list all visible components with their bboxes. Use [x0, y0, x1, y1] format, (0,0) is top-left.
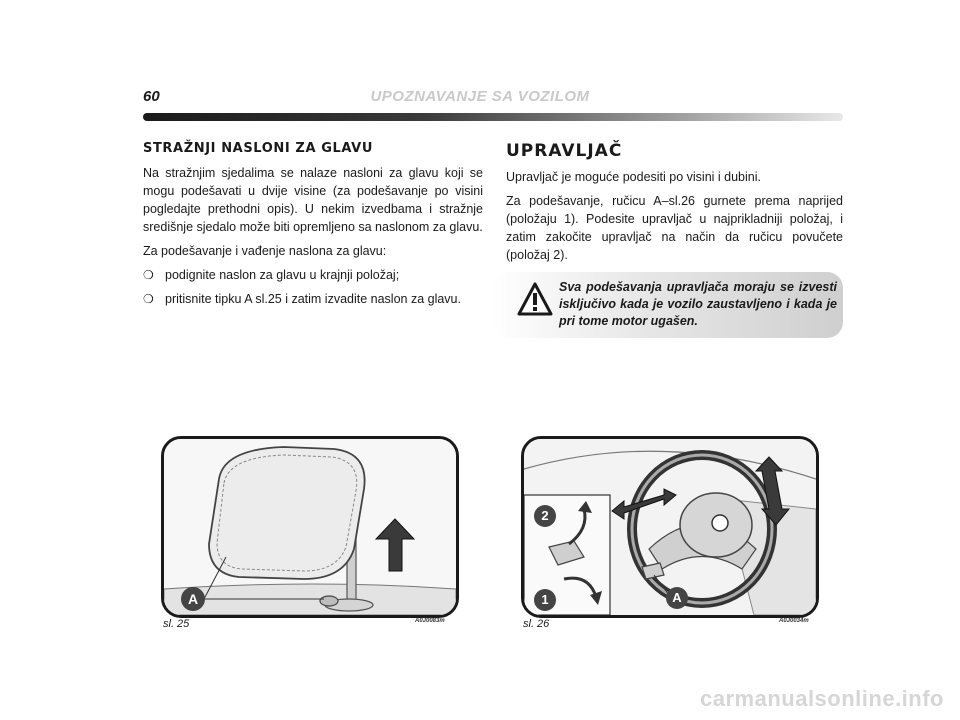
label-a-badge: A	[181, 587, 205, 611]
running-title: UPOZNAVANJE SA VOZILOM	[370, 88, 590, 105]
headrest-illustration	[164, 439, 456, 615]
label-a-badge: A	[666, 587, 688, 609]
rear-headrests-intro: Za podešavanje i vađenje naslona za glavu:	[143, 244, 387, 258]
warning-triangle-icon	[517, 282, 553, 316]
figure-code-26: A0J0034m	[779, 618, 809, 624]
list-item-text: podignite naslon za glavu u krajnji položaj;	[165, 268, 400, 282]
list-item	[143, 290, 483, 308]
figure-steering-wheel	[521, 436, 819, 618]
figure-caption-26: sl. 26	[523, 618, 550, 630]
warning-box	[491, 272, 843, 338]
list-item	[143, 266, 483, 284]
header-rule	[143, 113, 843, 121]
section-heading-steering-wheel: UPRAVLJAČ	[506, 141, 623, 161]
steering-paragraph-1: Upravljač je moguće podesiti po visini i dubini.	[506, 170, 761, 184]
warning-text: Sva podešavanja upravljača moraju se izvesti isključivo kada je vozilo zaustavljeno i kada je pri tome motor ugašen.	[559, 280, 837, 328]
steering-paragraph-2: Za podešavanje, ručicu A–sl.26 gurnete prema naprijed (položaju 1). Podesite upravljač u najprikladniji položaj, i zatim zakočite upravljač na način da ručicu povučete (položaj 2).	[506, 194, 843, 262]
figure-code-25: A0J0083m	[415, 618, 445, 624]
rear-headrests-paragraph: Na stražnjim sjedalima se nalaze nasloni za glavu koji se mogu podešavati u dvije visine (za podešavanje po visini pogledajte prethodni opis). U nekim izvedbama i stražnje središnje sjedalo može biti opremljeno sa naslonom za glavu.	[143, 166, 483, 234]
figure-caption-25: sl. 25	[163, 618, 190, 630]
watermark: carmanualsonline.info	[700, 686, 944, 711]
list-item-text: pritisnite tipku A sl.25 i zatim izvadite naslon za glavu.	[165, 292, 461, 306]
label-1-badge: 1	[534, 589, 556, 611]
label-2-badge: 2	[534, 505, 556, 527]
page-number: 60	[143, 88, 160, 105]
bullet-circle-icon: ❍	[143, 292, 154, 306]
right-column	[506, 140, 843, 270]
bullet-circle-icon: ❍	[143, 268, 154, 282]
figure-headrest	[161, 436, 459, 618]
section-heading-rear-headrests: STRAŽNJI NASLONI ZA GLAVU	[143, 141, 373, 156]
left-column	[143, 140, 483, 314]
rear-headrests-steps	[143, 266, 483, 308]
